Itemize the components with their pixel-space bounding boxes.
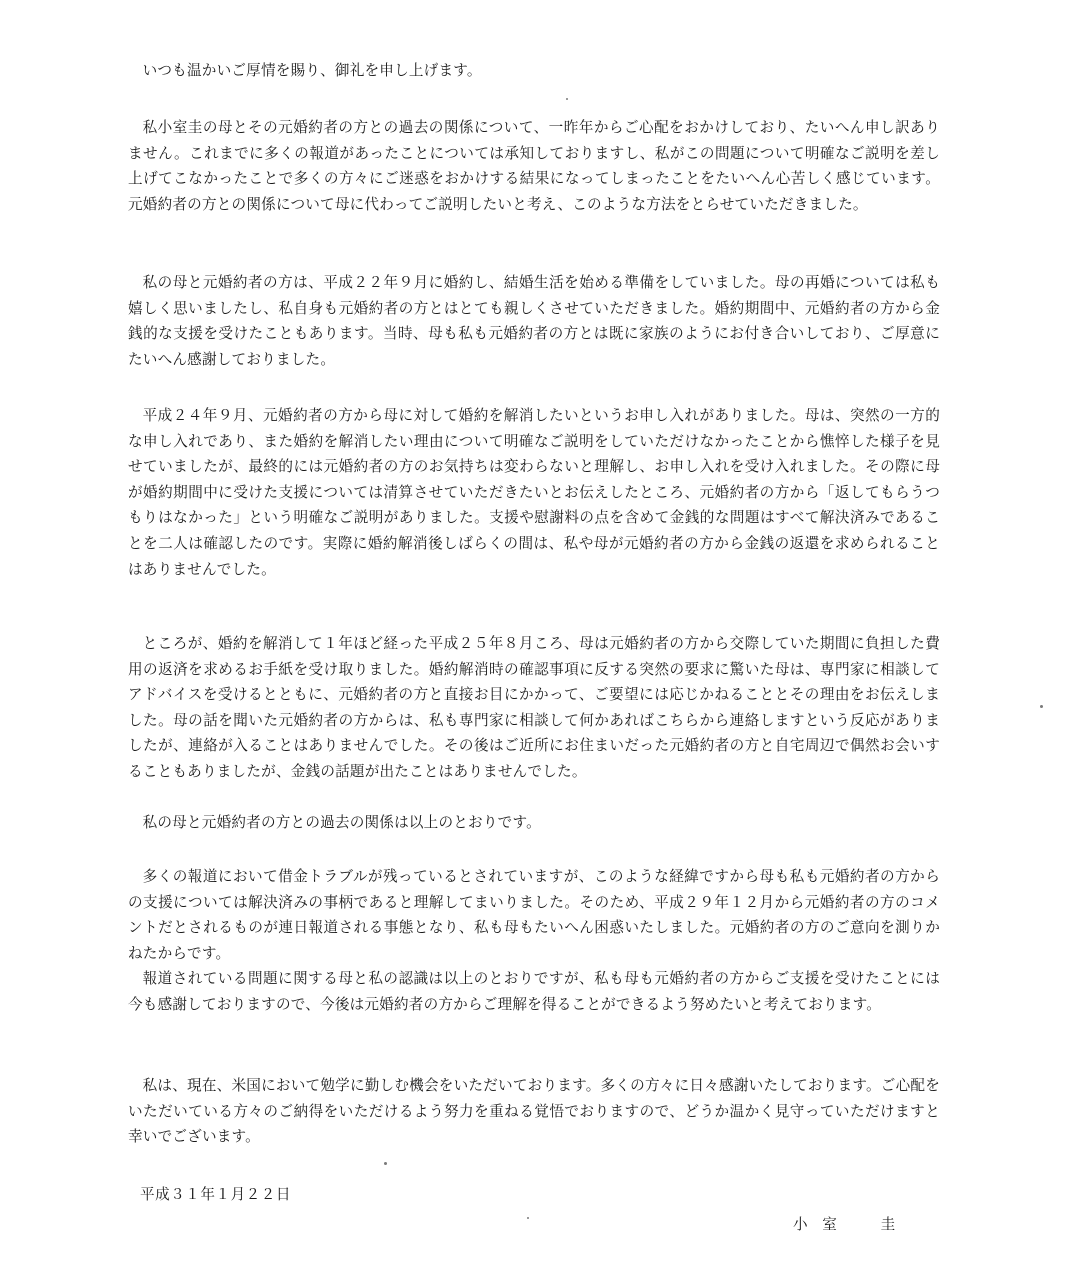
media-reports-paragraph: 多くの報道において借金トラブルが残っているとされていますが、このような経緯ですから母も私も元婚約者の方からの支援については解決済みの事柄であると理解してまいりました。そのため、平成２９年１２月から元婚約者の方のコメントだとされるものが連日報道される事態となり、私も母もたいへん困惑いたしました。元婚約者の方のご意向を測りかねたからです。 (128, 868, 940, 962)
scan-speck (566, 98, 568, 100)
scan-speck (1040, 705, 1043, 708)
future-intentions-paragraph: 報道されている問題に関する母と私の認識は以上のとおりですが、私も母も元婚約者の方からご支援を受けたことには今も感謝しておりますので、今後は元婚約者の方からご理解を得ることができるよう努めたいと考えております。 (128, 970, 940, 1013)
scan-speck (527, 1217, 529, 1219)
engagement-paragraph: 私の母と元婚約者の方は、平成２２年９月に婚約し、結婚生活を始める準備をしていました。母の再婚については私も嬉しく思いましたし、私自身も元婚約者の方とはとても親しくさせていただきました。婚約期間中、元婚約者の方から金銭的な支援を受けたこともあります。当時、母も私も元婚約者の方とは既に家族のようにお付き合いしており、ご厚意にたいへん感謝しておりました。 (128, 274, 940, 368)
repayment-request-paragraph: ところが、婚約を解消して１年ほど経った平成２５年８月ころ、母は元婚約者の方から交際していた期間に負担した費用の返済を求めるお手紙を受け取りました。婚約解消時の確認事項に反する突然の要求に驚いた母は、専門家に相談してアドバイスを受けるとともに、元婚約者の方と直接お目にかかって、ご要望には応じかねることとその理由をお伝えしました。母の話を聞いた元婚約者の方からは、私も専門家に相談して何かあればこちらから連絡しますという反応がありましたが、連絡が入ることはありませんでした。その後はご近所にお住まいだった元婚約者の方と自宅周辺で偶然お会いすることもありましたが、金銭の話題が出たことはありませんでした。 (128, 635, 940, 780)
engagement-dissolution-paragraph: 平成２４年９月、元婚約者の方から母に対して婚約を解消したいというお申し入れがありました。母は、突然の一方的な申し入れであり、また婚約を解消したい理由について明確なご説明をしていただけなかったことから憔悴した様子を見せていましたが、最終的には元婚約者の方のお気持ちは変わらないと理解し、お申し入れを受け入れました。その際に母が婚約期間中に受けた支援については清算させていただきたいとお伝えしたところ、元婚約者の方から「返してもらうつもりはなかった」という明確なご説明がありました。支援や慰謝料の点を含めて金銭的な問題はすべて解決済みであることを二人は確認したのです。実際に婚約解消後しばらくの間は、私や母が元婚約者の方から金銭の返還を求められることはありませんでした。 (128, 407, 940, 578)
letter-date: 平成３１年１月２２日 (140, 1186, 291, 1203)
greeting-line: いつも温かいご厚情を賜り、御礼を申し上げます。 (142, 62, 482, 79)
scan-speck (384, 1162, 387, 1165)
closing-paragraph: 私は、現在、米国において勉学に勤しむ機会をいただいております。多くの方々に日々感謝いたしております。ご心配をいただいている方々のご納得をいただけるよう努力を重ねる覚悟でおりますので、どうか温かく見守っていただけますと幸いでございます。 (128, 1077, 940, 1146)
apology-paragraph: 私小室圭の母とその元婚約者の方との過去の関係について、一昨年からご心配をおかけしており、たいへん申し訳ありません。これまでに多くの報道があったことについては承知しておりますし、私がこの問題について明確なご説明を差し上げてこなかったことで多くの方々にご迷惑をおかけする結果になってしまったことをたいへん心苦しく感じています。元婚約者の方との関係について母に代わってご説明したいと考え、このような方法をとらせていただきました。 (128, 119, 940, 213)
summary-line: 私の母と元婚約者の方との過去の関係は以上のとおりです。 (142, 814, 541, 831)
signature-name: 小 室 圭 (793, 1216, 896, 1233)
